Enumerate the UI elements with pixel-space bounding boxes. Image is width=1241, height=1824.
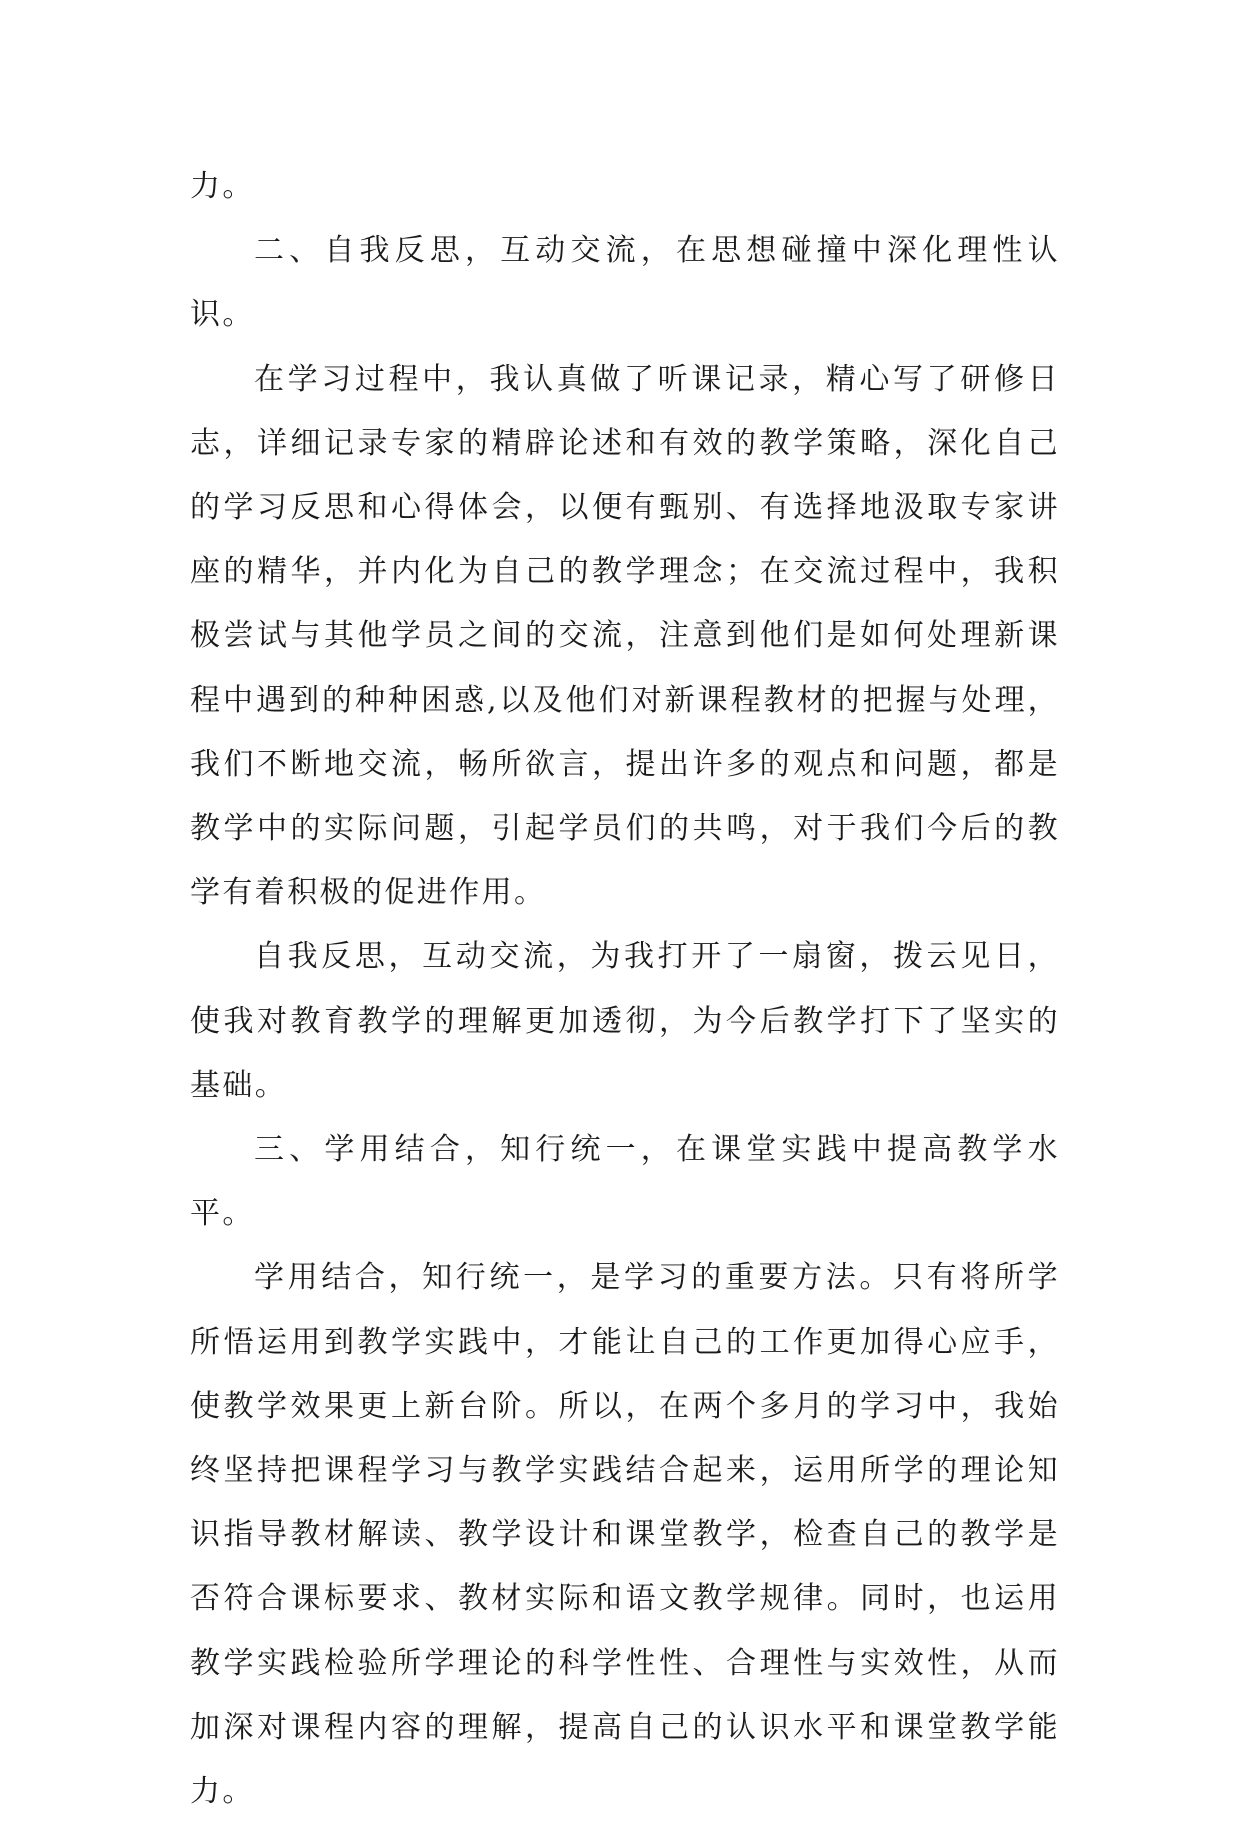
paragraph-learning-process: 在学习过程中，我认真做了听课记录，精心写了研修日志，详细记录专家的精辟论述和有效的教学策略，深化自己的学习反思和心得体会，以便有甄别、有选择地汲取专家讲座的精华，并内化为自己的教学理念；在交流过程中，我积极尝试与其他学员之间的交流，注意到他们是如何处理新课程中遇到的种种困惑,以及他们对新课程教材的把握与处理，我们不断地交流，畅所欲言，提出许多的观点和问题，都是教学中的实际问题，引起学员们的共鸣，对于我们今后的教学有着积极的促进作用。 [190,361,1060,911]
section-heading-three: 三、学用结合，知行统一，在课堂实践中提高教学水平。 [190,1132,1060,1232]
paragraph-reflection-summary: 自我反思，互动交流，为我打开了一扇窗，拨云见日，使我对教育教学的理解更加透彻，为今后教学打下了坚实的基础。 [190,939,1060,1103]
document-body [190,155,1060,1824]
paragraph-practice: 学用结合，知行统一，是学习的重要方法。只有将所学所悟运用到教学实践中，才能让自己的工作更加得心应手，使教学效果更上新台阶。所以，在两个多月的学习中，我始终坚持把课程学习与教学实践结合起来，运用所学的理论知识指导教材解读、教学设计和课堂教学，检查自己的教学是否符合课标要求、教材实际和语文教学规律。同时，也运用教学实践检验所学理论的科学性性、合理性与实效性，从而加深对课程内容的理解，提高自己的认识水平和课堂教学能力。 [190,1260,1060,1810]
section-heading-two: 二、自我反思，互动交流，在思想碰撞中深化理性认识。 [190,233,1060,333]
paragraph-continuation: 力。 [190,169,255,204]
